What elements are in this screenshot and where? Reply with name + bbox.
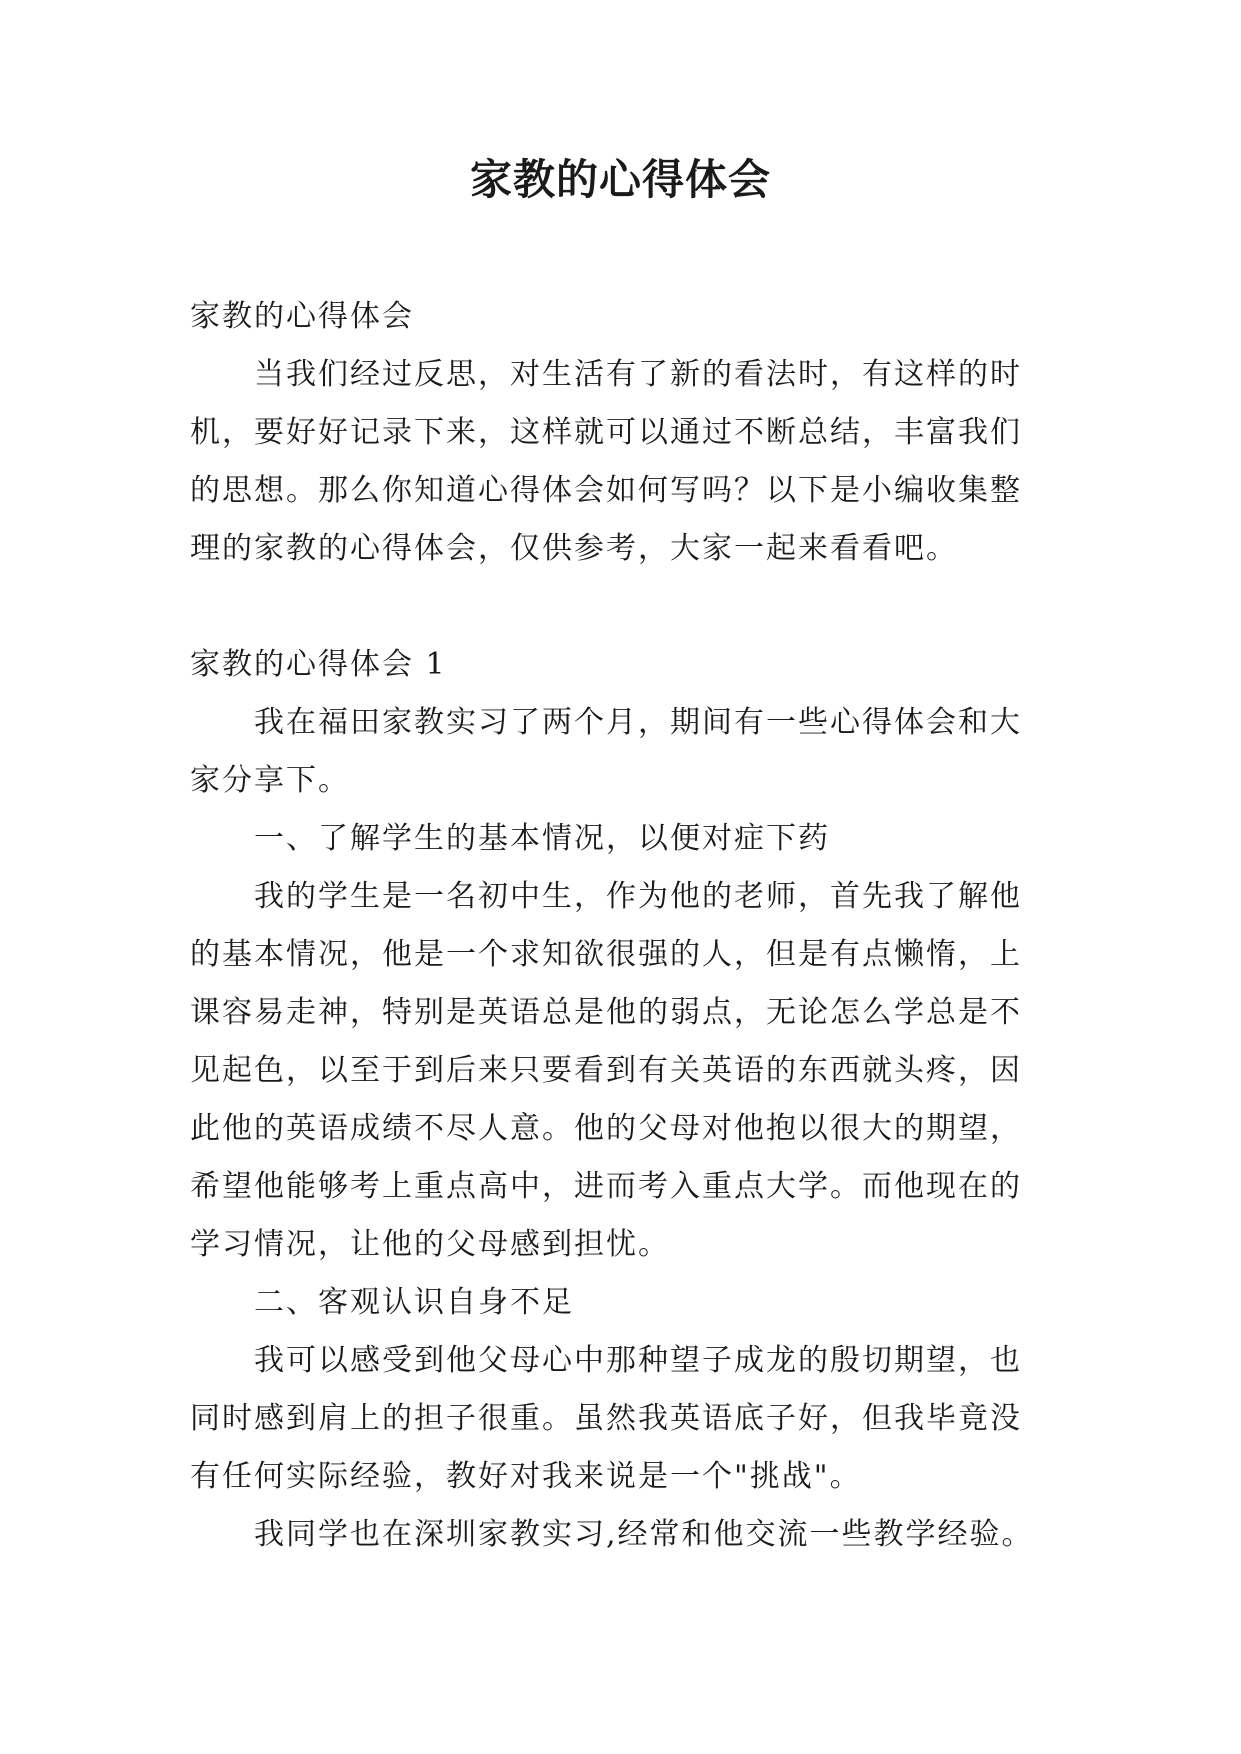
subheading: 二、客观认识自身不足 [254,1285,574,1320]
body-paragraph: 我可以感受到他父母心中那种望子成龙的殷切期望，也同时感到肩上的担子很重。虽然我英语底子好，但我毕竟没有任何实际经验，教好对我来说是一个"挑战"。 [190,1343,1022,1494]
section-heading: 家教的心得体会 1 [190,647,447,682]
document-body [190,288,1052,1564]
section-heading: 家教的心得体会 [190,299,414,334]
body-paragraph: 我同学也在深圳家教实习,经常和他交流一些教学经验。 [254,1517,1034,1552]
body-paragraph: 我在福田家教实习了两个月，期间有一些心得体会和大家分享下。 [190,705,1022,798]
paragraph-spacer [190,578,1052,636]
subheading: 一、了解学生的基本情况，以便对症下药 [254,821,830,856]
intro-paragraph: 当我们经过反思，对生活有了新的看法时，有这样的时机，要好好记录下来，这样就可以通过不断总结，丰富我们的思想。那么你知道心得体会如何写吗？以下是小编收集整理的家教的心得体会，仅供参考，大家一起来看看吧。 [190,357,1022,566]
body-paragraph: 我的学生是一名初中生，作为他的老师，首先我了解他的基本情况，他是一个求知欲很强的人，但是有点懒惰，上课容易走神，特别是英语总是他的弱点，无论怎么学总是不见起色，以至于到后来只要看到有关英语的东西就头疼，因此他的英语成绩不尽人意。他的父母对他抱以很大的期望，希望他能够考上重点高中，进而考入重点大学。而他现在的学习情况，让他的父母感到担忧。 [190,879,1022,1262]
document-title: 家教的心得体会 [469,155,771,204]
